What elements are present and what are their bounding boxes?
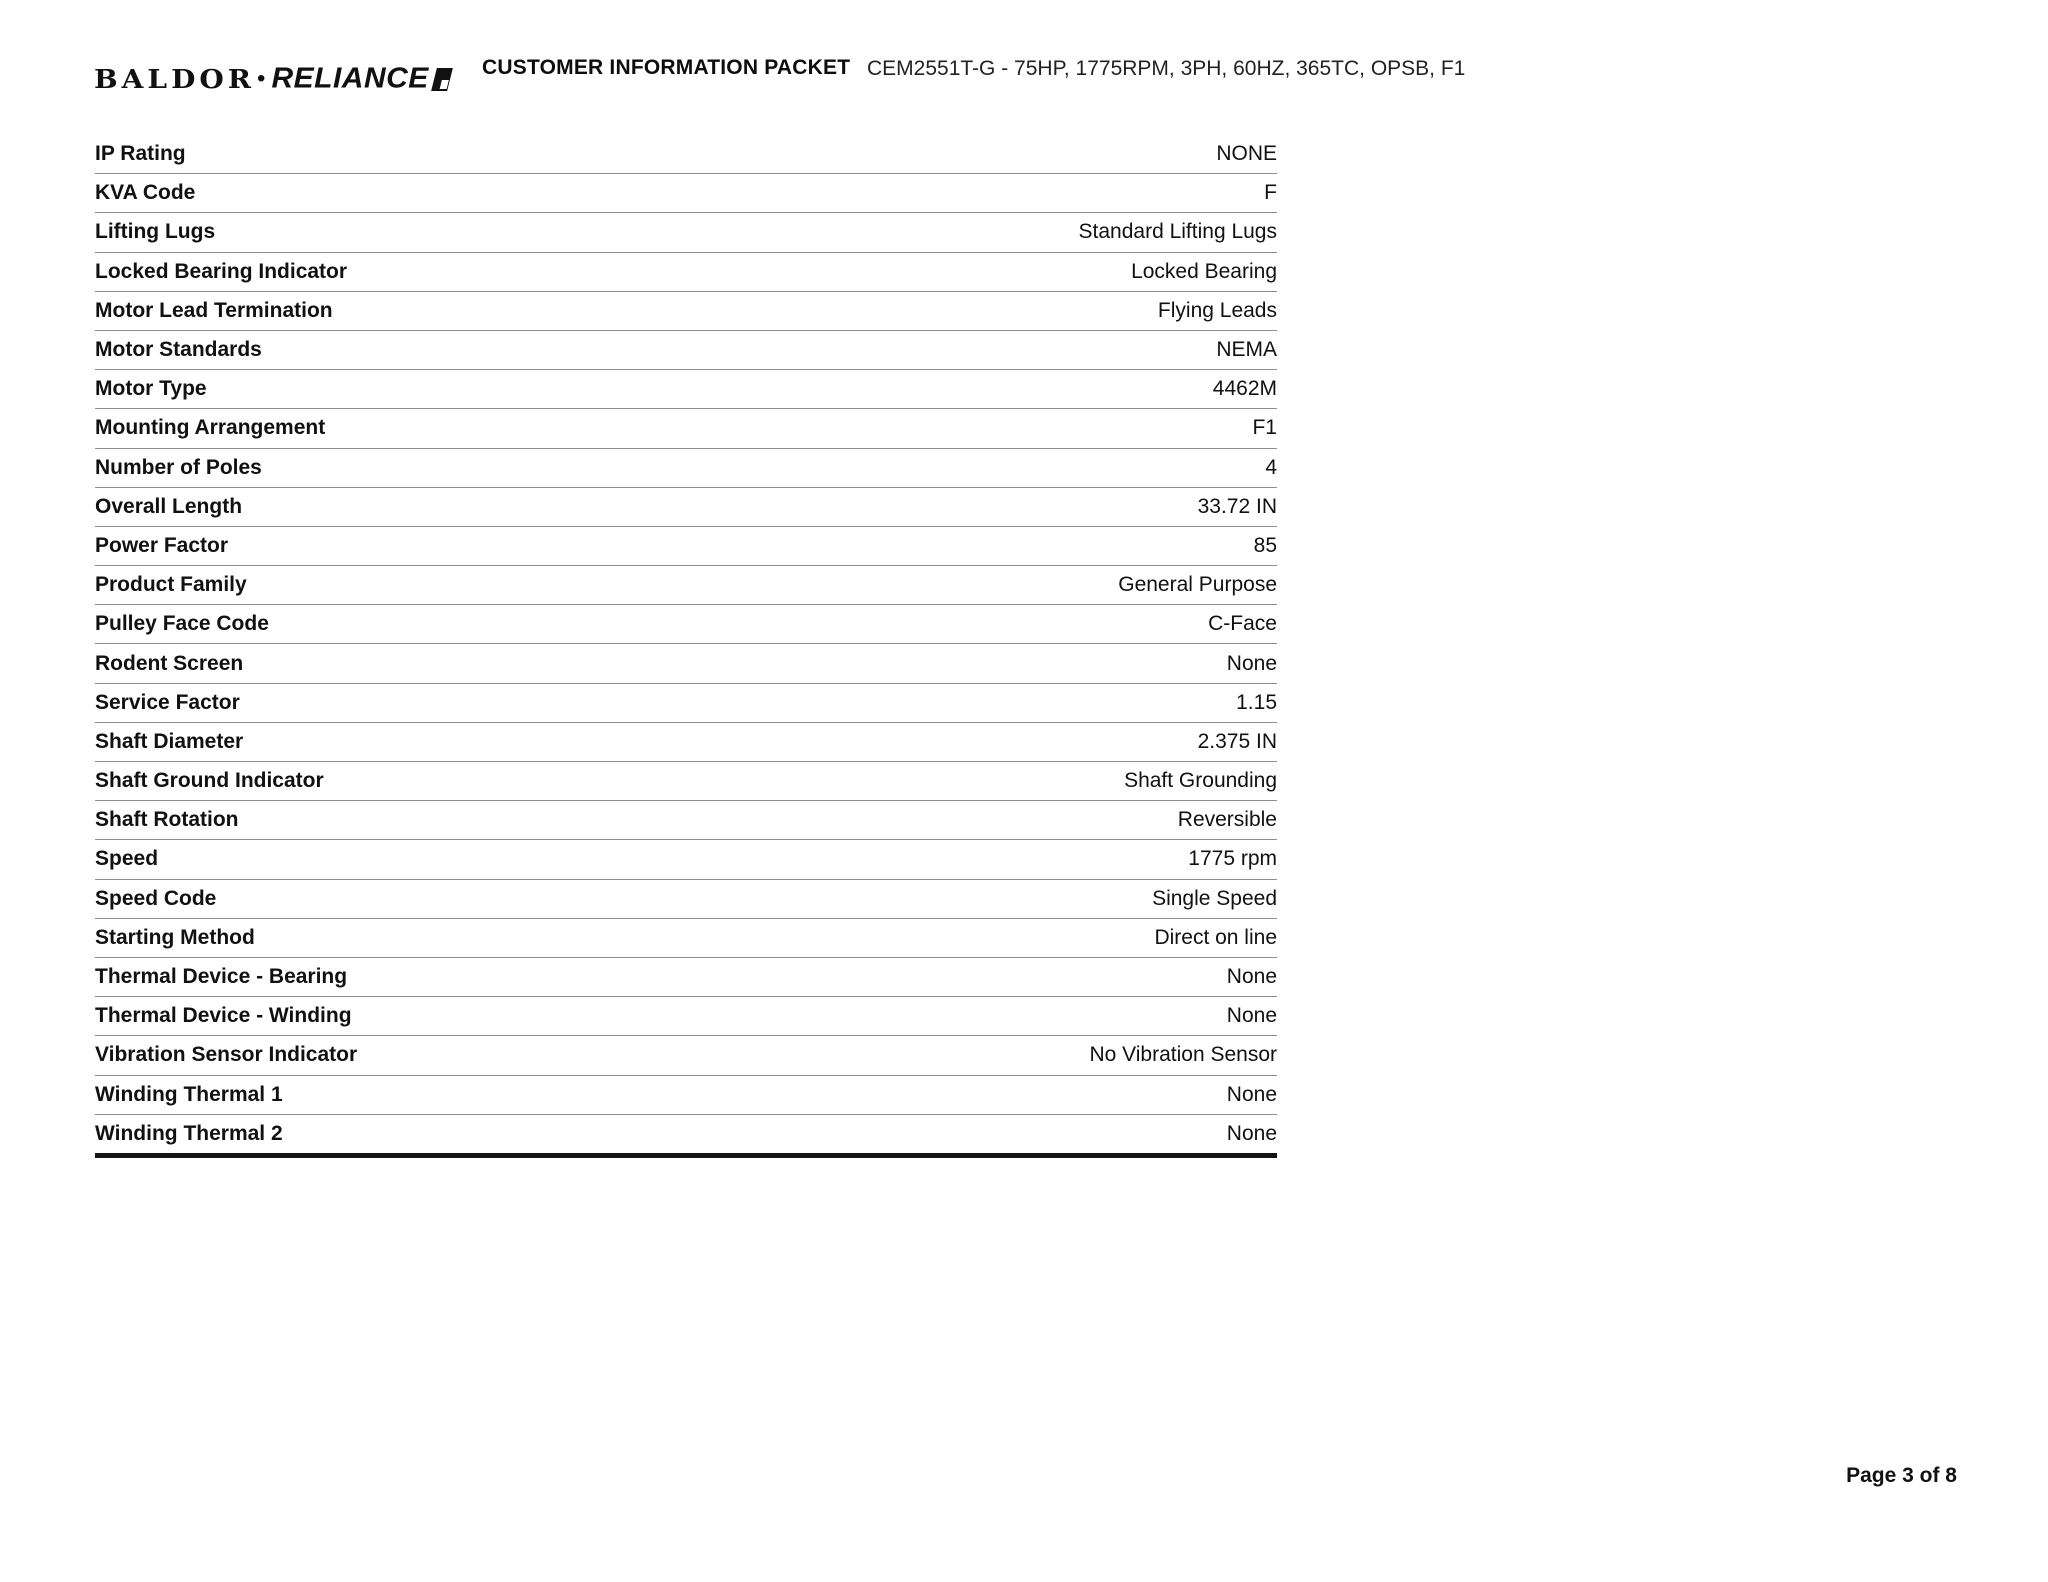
spec-label: Starting Method <box>95 925 255 949</box>
spec-label: Winding Thermal 2 <box>95 1121 283 1145</box>
table-row <box>95 919 1277 958</box>
spec-label: Mounting Arrangement <box>95 416 326 440</box>
spec-value: 2.375 IN <box>1197 729 1277 753</box>
spec-value: Flying Leads <box>1157 298 1277 322</box>
page-number: Page 3 of 8 <box>1846 1464 1957 1487</box>
spec-label: Winding Thermal 1 <box>95 1082 283 1106</box>
spec-value: No Vibration Sensor <box>1089 1043 1277 1067</box>
table-row <box>95 331 1277 370</box>
brand-logo <box>94 62 450 96</box>
spec-value: Standard Lifting Lugs <box>1078 220 1277 244</box>
table-row <box>95 292 1277 331</box>
table-row <box>95 840 1277 879</box>
table-row <box>95 684 1277 723</box>
spec-value: Reversible <box>1177 808 1277 832</box>
product-description: CEM2551T-G - 75HP, 1775RPM, 3PH, 60HZ, 365TC, OPSB, F1 <box>867 57 1466 80</box>
spec-label: Locked Bearing Indicator <box>95 259 348 283</box>
spec-label: Shaft Diameter <box>95 729 244 753</box>
table-row <box>95 213 1277 252</box>
spec-value: 4 <box>1265 455 1277 479</box>
spec-label: Thermal Device - Bearing <box>95 965 348 989</box>
spec-label: Service Factor <box>95 690 240 714</box>
spec-value: 1.15 <box>1236 690 1277 714</box>
spec-value: Locked Bearing <box>1131 259 1277 283</box>
table-row <box>95 370 1277 409</box>
spec-value: None <box>1226 651 1277 675</box>
table-row <box>95 409 1277 448</box>
spec-value: NEMA <box>1216 338 1277 362</box>
spec-value: F <box>1264 181 1277 205</box>
spec-value: 4462M <box>1212 377 1277 401</box>
table-row <box>95 253 1277 292</box>
spec-value: NONE <box>1216 142 1277 166</box>
spec-value: 1775 rpm <box>1188 847 1277 871</box>
table-row <box>95 1115 1277 1158</box>
reliance-trademark-icon <box>431 68 453 91</box>
spec-label: Speed Code <box>95 886 217 910</box>
logo-dot-separator: • <box>257 65 266 92</box>
document-title: CUSTOMER INFORMATION PACKET <box>482 56 851 79</box>
table-row <box>95 958 1277 997</box>
spec-label: Vibration Sensor Indicator <box>95 1043 358 1067</box>
spec-label: Thermal Device - Winding <box>95 1004 352 1028</box>
spec-label: Product Family <box>95 573 247 597</box>
spec-label: Pulley Face Code <box>95 612 269 636</box>
spec-value: Shaft Grounding <box>1124 769 1277 793</box>
spec-label: Lifting Lugs <box>95 220 216 244</box>
spec-table <box>95 135 1277 1158</box>
logo-reliance-text: RELIANCE <box>271 62 429 95</box>
spec-label: Motor Type <box>95 377 207 401</box>
spec-label: IP Rating <box>95 142 186 166</box>
spec-value: C-Face <box>1208 612 1277 636</box>
table-row <box>95 997 1277 1036</box>
table-row <box>95 135 1277 174</box>
spec-value: None <box>1226 1082 1277 1106</box>
table-row <box>95 174 1277 213</box>
spec-value: Single Speed <box>1152 886 1277 910</box>
spec-label: Motor Standards <box>95 338 262 362</box>
table-row <box>95 605 1277 644</box>
spec-label: KVA Code <box>95 181 196 205</box>
spec-label: Rodent Screen <box>95 651 244 675</box>
table-row <box>95 762 1277 801</box>
spec-value: None <box>1226 965 1277 989</box>
spec-value: F1 <box>1252 416 1277 440</box>
spec-label: Number of Poles <box>95 455 262 479</box>
spec-value: Direct on line <box>1154 925 1277 949</box>
spec-label: Overall Length <box>95 494 243 518</box>
table-row <box>95 527 1277 566</box>
spec-value: None <box>1226 1121 1277 1145</box>
spec-label: Speed <box>95 847 159 871</box>
table-row <box>95 1036 1277 1075</box>
table-row <box>95 1076 1277 1115</box>
spec-value: 85 <box>1253 533 1277 557</box>
table-row <box>95 801 1277 840</box>
spec-value: 33.72 IN <box>1197 494 1277 518</box>
table-row <box>95 723 1277 762</box>
spec-value: None <box>1226 1004 1277 1028</box>
table-row <box>95 488 1277 527</box>
spec-label: Motor Lead Termination <box>95 298 333 322</box>
table-row <box>95 449 1277 488</box>
spec-label: Power Factor <box>95 533 229 557</box>
spec-label: Shaft Rotation <box>95 808 239 832</box>
table-row <box>95 880 1277 919</box>
spec-label: Shaft Ground Indicator <box>95 769 324 793</box>
logo-baldor-text: BALDOR <box>94 63 256 95</box>
table-row <box>95 644 1277 683</box>
table-row <box>95 566 1277 605</box>
spec-value: General Purpose <box>1118 573 1277 597</box>
